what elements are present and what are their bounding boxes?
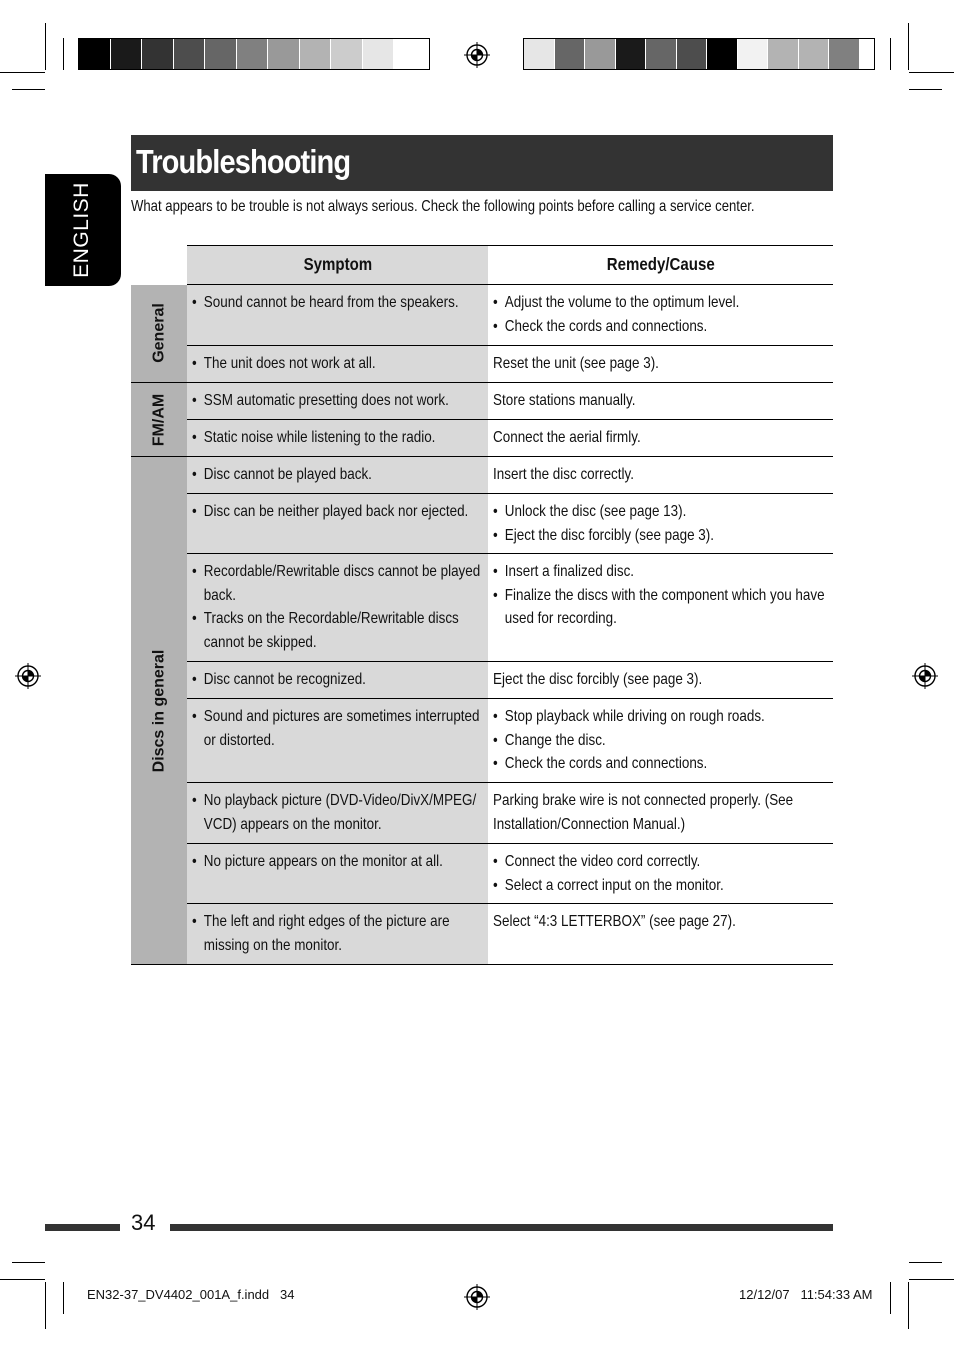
table-row-symptom: • Disc can be neither played back nor ejected. (187, 494, 488, 554)
table-row-remedy: Select “4:3 LETTERBOX” (see page 27). (488, 904, 833, 965)
color-bar-right (523, 38, 875, 70)
table-row-remedy: Store stations manually. (488, 383, 833, 420)
crop-mark (0, 1279, 45, 1280)
remedy-header: Remedy/Cause (488, 246, 833, 285)
category-general: General (131, 285, 187, 383)
crop-mark (890, 1282, 891, 1314)
table-row-remedy: Connect the aerial firmly. (488, 420, 833, 457)
table-row-symptom: • Disc cannot be recognized. (187, 662, 488, 699)
crop-mark (12, 89, 45, 90)
table-row-remedy: • Connect the video cord correctly. • Select a correct input on the monitor. (488, 844, 833, 904)
crop-mark (908, 1282, 909, 1329)
crop-mark (909, 89, 942, 90)
language-tab-label: ENGLISH (70, 182, 93, 278)
footer-rule-right (170, 1224, 833, 1231)
crop-mark (63, 38, 64, 70)
table-row-remedy: Eject the disc forcibly (see page 3). (488, 662, 833, 699)
registration-mark-icon (912, 663, 938, 689)
table-row-remedy: • Adjust the volume to the optimum level. • Check the cords and connections. (488, 285, 833, 346)
intro-text: What appears to be trouble is not always serious. Check the following points before calling a service center. (131, 198, 755, 215)
troubleshooting-table (131, 245, 833, 965)
table-row-symptom: • No playback picture (DVD-Video/DivX/MPEG/ VCD) appears on the monitor. (187, 783, 488, 844)
crop-mark (63, 1282, 64, 1314)
page-title: Troubleshooting (136, 143, 351, 180)
crop-mark (909, 72, 954, 73)
table-row-remedy: Parking brake wire is not connected properly. (See Installation/Connection Manual.) (488, 783, 833, 844)
slug-date: 12/12/07 11:54:33 AM (739, 1287, 873, 1302)
crop-mark (45, 1282, 46, 1329)
crop-mark (909, 1262, 942, 1263)
category-discs: Discs in general (131, 457, 187, 965)
symptom-header: Symptom (187, 246, 488, 285)
table-row-symptom: • Disc cannot be played back. (187, 457, 488, 494)
category-fmam: FM/AM (131, 383, 187, 457)
crop-mark (890, 38, 891, 70)
crop-mark (908, 23, 909, 70)
registration-mark-icon (464, 42, 490, 68)
table-row-remedy: Reset the unit (see page 3). (488, 346, 833, 383)
table-row-symptom: • SSM automatic presetting does not work. (187, 383, 488, 420)
table-row-remedy: • Insert a finalized disc. • Finalize the discs with the component which you have used for recording. (488, 554, 833, 662)
table-row-remedy: Insert the disc correctly. (488, 457, 833, 494)
crop-mark (45, 23, 46, 70)
table-row-symptom: • No picture appears on the monitor at all. (187, 844, 488, 904)
crop-mark (12, 1262, 45, 1263)
slug-file: EN32-37_DV4402_001A_f.indd 34 (87, 1287, 295, 1302)
table-row-symptom: • Recordable/Rewritable discs cannot be played back. • Tracks on the Recordable/Rewritable discs cannot be skipped. (187, 554, 488, 662)
crop-mark (909, 1279, 954, 1280)
table-row-remedy: • Unlock the disc (see page 13). • Eject the disc forcibly (see page 3). (488, 494, 833, 554)
table-row-remedy: • Stop playback while driving on rough roads. • Change the disc. • Check the cords and connections. (488, 699, 833, 783)
registration-mark-icon (464, 1284, 490, 1310)
table-row-symptom: • Static noise while listening to the radio. (187, 420, 488, 457)
page-number: 34 (131, 1210, 156, 1235)
color-bar-left (78, 38, 430, 70)
footer-rule-left (45, 1224, 120, 1231)
registration-mark-icon (15, 663, 41, 689)
table-row-symptom: • Sound and pictures are sometimes interrupted or distorted. (187, 699, 488, 783)
table-row-symptom: • The unit does not work at all. (187, 346, 488, 383)
table-row-symptom: • The left and right edges of the picture are missing on the monitor. (187, 904, 488, 965)
table-row-symptom: • Sound cannot be heard from the speakers. (187, 285, 488, 346)
crop-mark (0, 72, 45, 73)
